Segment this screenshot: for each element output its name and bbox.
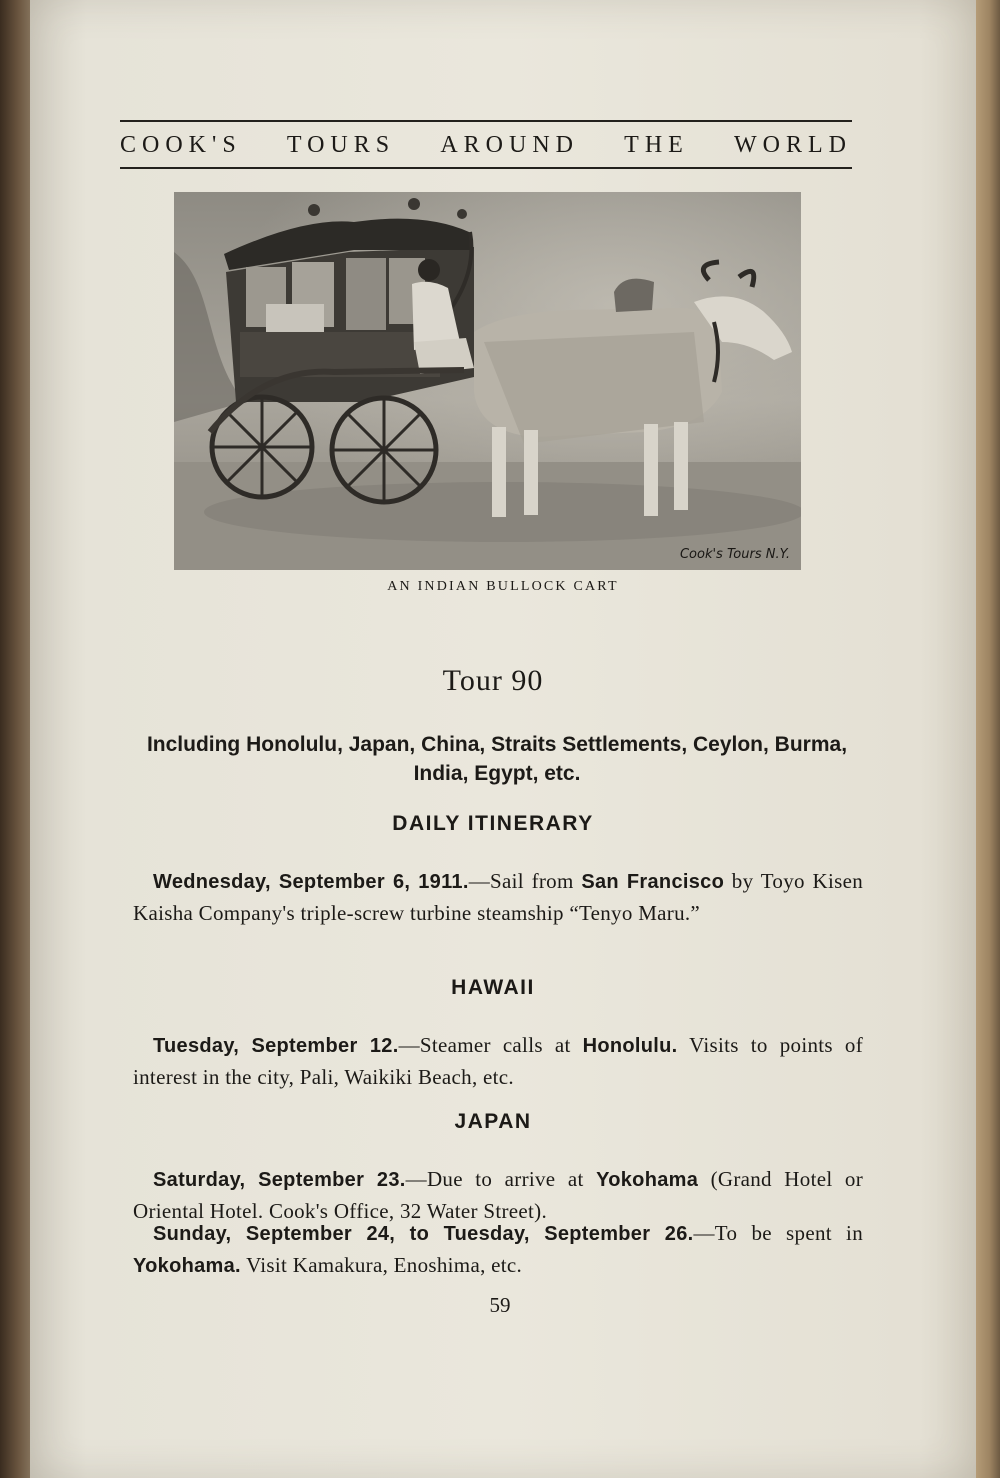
entry-text: Visits to points of interest in the city, Pali, Waikiki Beach, etc. <box>133 1033 863 1089</box>
header-word: AROUND <box>440 132 579 158</box>
entry-date: Sunday, September 24, to Tuesday, September 26. <box>153 1223 694 1245</box>
entry-place: San Francisco <box>581 871 725 893</box>
header-word: WORLD <box>734 132 852 158</box>
entry-date: Wednesday, September 6, 1911. <box>153 871 469 893</box>
header-bottom-rule <box>120 167 852 169</box>
running-header <box>120 120 852 169</box>
entry-text: Visit Kamakura, Enoshima, etc. <box>240 1253 523 1277</box>
entry-place: Yokohama. <box>133 1255 241 1277</box>
book-cover-edge <box>974 0 1000 1478</box>
entry-text: —To be spent in <box>693 1221 863 1245</box>
tour-subtitle: Including Honolulu, Japan, China, Straits Settlements, Ceylon, Burma, India, Egypt, etc. <box>146 733 848 785</box>
page-number: 59 <box>489 1293 511 1317</box>
bullock-cart-photo <box>174 192 801 570</box>
itinerary-entry <box>133 1218 863 1282</box>
itinerary-entry <box>133 1030 863 1093</box>
itinerary-heading: DAILY ITINERARY <box>392 812 594 835</box>
entry-text: —Steamer calls at <box>398 1033 583 1057</box>
header-word: THE <box>624 132 689 158</box>
entry-text: —Due to arrive at <box>405 1167 597 1191</box>
photo-caption: AN INDIAN BULLOCK CART <box>387 579 619 594</box>
header-word: COOK'S <box>120 132 242 158</box>
book-spine-shadow <box>0 0 34 1478</box>
entry-text: —Sail from <box>468 869 582 893</box>
entry-date: Tuesday, September 12. <box>153 1035 399 1057</box>
header-word: TOURS <box>286 132 396 158</box>
photo-credit: Cook's Tours N.Y. <box>679 547 790 562</box>
tour-title: Tour 90 <box>442 664 544 697</box>
entry-place: Yokohama <box>596 1169 699 1191</box>
entry-text: by Toyo Kisen Kaisha Company's triple-screw turbine steamship “Tenyo Maru.” <box>133 869 863 925</box>
entry-text: (Grand Hotel or Oriental Hotel. Cook's Office, 32 Water Street). <box>133 1167 864 1223</box>
entry-date: Saturday, September 23. <box>153 1169 406 1191</box>
section-heading-japan: JAPAN <box>454 1110 532 1133</box>
book-page <box>30 0 976 1478</box>
running-header-title <box>120 122 852 167</box>
itinerary-entry <box>133 866 863 929</box>
entry-place: Honolulu. <box>582 1035 678 1057</box>
section-heading-hawaii: HAWAII <box>451 976 535 999</box>
